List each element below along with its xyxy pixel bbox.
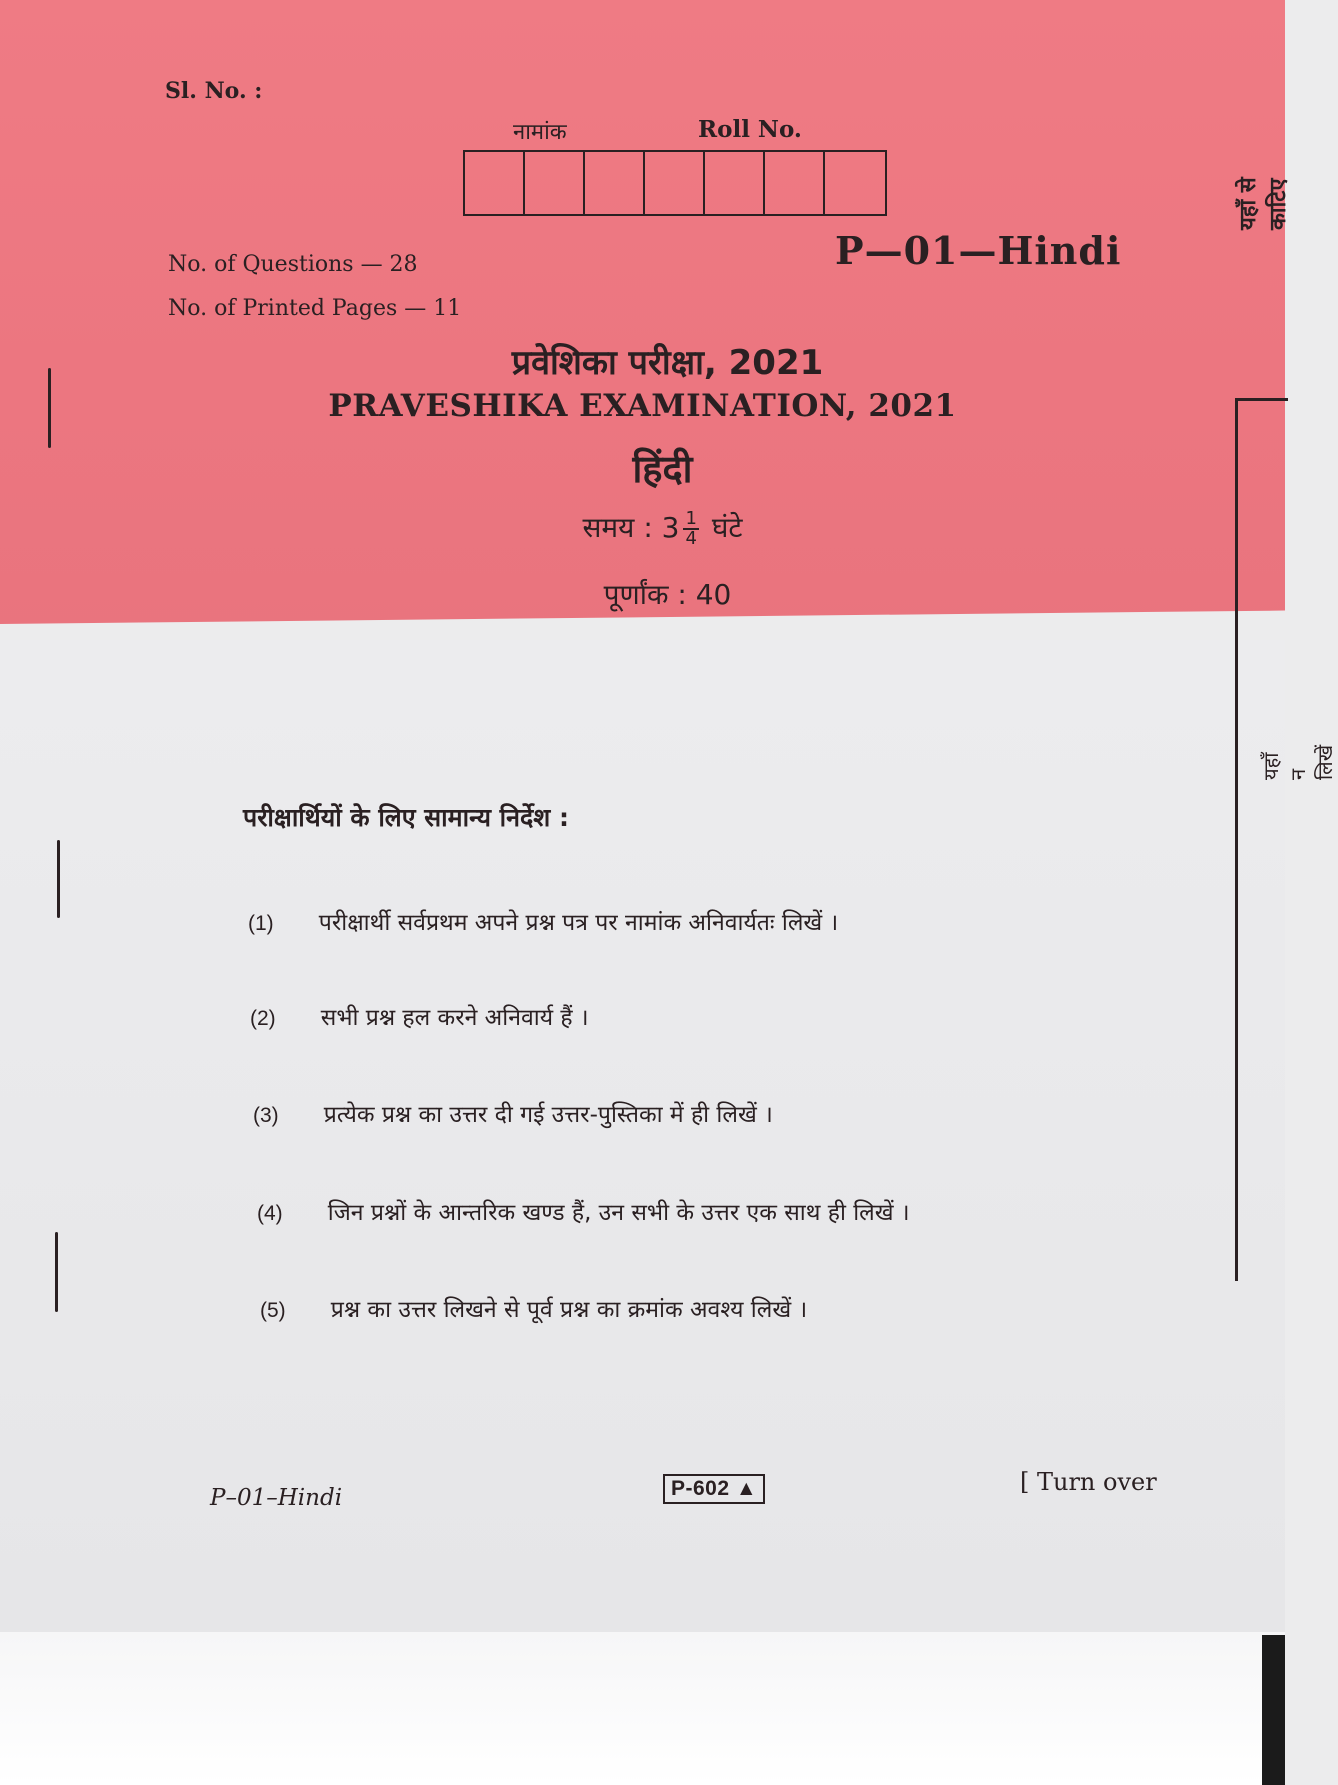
sl-no-label: Sl. No. : — [165, 78, 263, 104]
instructions-heading: परीक्षार्थियों के लिए सामान्य निर्देश : — [243, 803, 569, 832]
no-of-printed-pages: No. of Printed Pages — 11 — [168, 296, 462, 321]
instruction-number: (2) — [250, 1007, 276, 1030]
do-not-write-note: यहाँ न लिखें — [1259, 744, 1337, 780]
paper-code: P—01—Hindi — [835, 228, 1122, 273]
dark-edge — [1262, 1635, 1285, 1785]
instruction-item — [248, 905, 838, 937]
footer-set-code: P-602 ▲ — [663, 1474, 765, 1504]
namank-label: नामांक — [513, 120, 567, 145]
exam-title-hindi: प्रवेशिका परीक्षा, 2021 — [511, 343, 824, 383]
bottom-strip — [0, 1632, 1285, 1785]
instruction-text: प्रश्न का उत्तर लिखने से पूर्व प्रश्न का क्रमांक अवश्य लिखें । — [330, 1297, 808, 1323]
no-of-questions: No. of Questions — 28 — [168, 252, 418, 277]
roll-no-label: Roll No. — [698, 116, 802, 143]
roll-box[interactable] — [585, 152, 645, 214]
instruction-item — [250, 1000, 589, 1032]
maximum-marks: पूर्णांक : 40 — [603, 578, 732, 611]
roll-box[interactable] — [645, 152, 705, 214]
instruction-item — [257, 1195, 910, 1227]
instruction-item — [253, 1097, 773, 1129]
roll-box[interactable] — [465, 152, 525, 214]
roll-box[interactable] — [525, 152, 585, 214]
instruction-text: जिन प्रश्नों के आन्तरिक खण्ड हैं, उन सभी के उत्तर एक साथ ही लिखें । — [327, 1200, 910, 1226]
binding-mark — [55, 1232, 58, 1312]
roll-number-grid — [463, 150, 887, 216]
instruction-number: (4) — [257, 1202, 283, 1225]
binding-mark — [57, 840, 60, 918]
turn-over-note: [ Turn over — [1020, 1468, 1157, 1496]
fraction-numerator: 1 — [685, 508, 697, 529]
time-fraction — [683, 510, 698, 548]
time-unit: घंटे — [711, 511, 743, 544]
footer-paper-code: P–01–Hindi — [210, 1485, 343, 1511]
roll-box[interactable] — [825, 152, 885, 214]
instruction-text: परीक्षार्थी सर्वप्रथम अपने प्रश्न पत्र पर नामांक अनिवार्यतः लिखें । — [318, 910, 839, 936]
instruction-text: सभी प्रश्न हल करने अनिवार्य हैं । — [320, 1005, 589, 1031]
time-allowed — [0, 508, 1285, 548]
instruction-number: (3) — [253, 1104, 279, 1127]
roll-box[interactable] — [765, 152, 825, 214]
instruction-text: प्रत्येक प्रश्न का उत्तर दी गई उत्तर-पुस्तिका में ही लिखें । — [323, 1102, 773, 1128]
fraction-denominator: 4 — [685, 528, 697, 549]
roll-box[interactable] — [705, 152, 765, 214]
subject-title: हिंदी — [632, 447, 693, 491]
instruction-number: (5) — [260, 1299, 286, 1322]
time-label: समय : 3 — [582, 511, 680, 544]
cut-here-note: यहाँ से काटिए — [1236, 177, 1291, 230]
instruction-item — [260, 1292, 807, 1324]
exam-title-english: PRAVESHIKA EXAMINATION, 2021 — [328, 388, 957, 424]
instruction-number: (1) — [248, 912, 274, 935]
